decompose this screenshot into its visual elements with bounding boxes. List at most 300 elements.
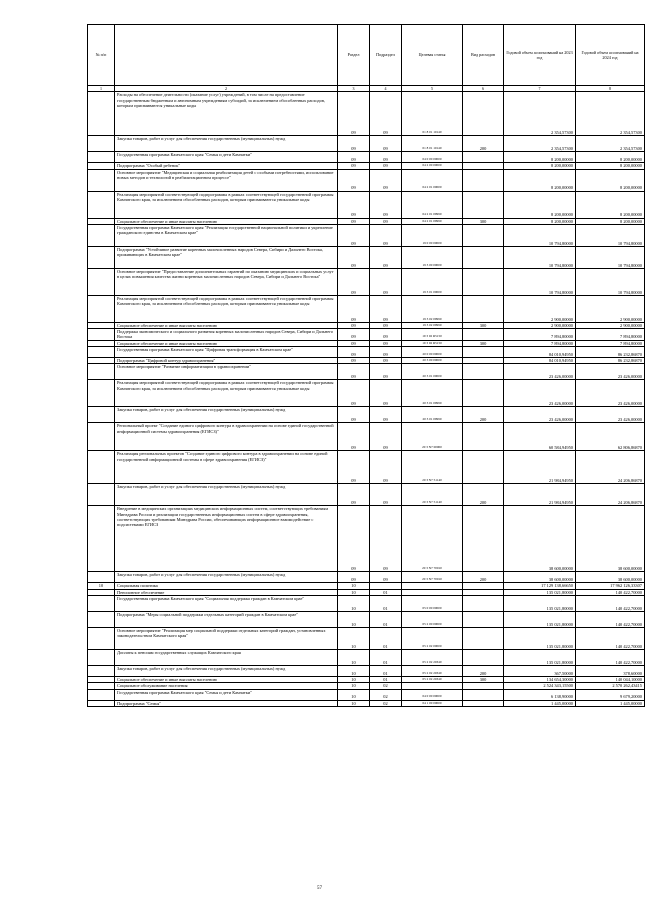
row-number bbox=[88, 484, 115, 506]
row-name: Реализация мероприятий соответствующей подпрограммы в рамках соответствующей государственной программы Камчатского края, за исключением обособленных расходов, которым присваиваются уникальные коды bbox=[115, 380, 338, 407]
row-amount-2023: 10 794,80000 bbox=[504, 224, 576, 246]
row-expense-type bbox=[463, 295, 504, 322]
row-amount-2024: 2 570 262,43415 bbox=[576, 683, 645, 689]
row-target-article: 19 0 00 00000 bbox=[402, 224, 463, 246]
row-target-article: 20 3 N7 70010 bbox=[402, 506, 463, 572]
table-row bbox=[88, 700, 645, 706]
row-number bbox=[88, 136, 115, 152]
header-row bbox=[88, 25, 645, 86]
row-number bbox=[88, 595, 115, 611]
row-amount-2024: 2 354,57300 bbox=[576, 92, 645, 136]
row-name: Подпрограмма "Меры социальной поддержки отдельных категорий граждан в Камчатском крае" bbox=[115, 611, 338, 627]
row-podrazdel: 09 bbox=[370, 484, 402, 506]
row-target-article: 19 3 00 00000 bbox=[402, 246, 463, 268]
row-podrazdel: 09 bbox=[370, 92, 402, 136]
row-expense-type: 200 bbox=[463, 407, 504, 423]
row-podrazdel: 01 bbox=[370, 589, 402, 595]
row-podrazdel: 09 bbox=[370, 423, 402, 451]
row-target-article: 05 2 00 00000 bbox=[402, 611, 463, 627]
row-expense-type bbox=[463, 329, 504, 341]
table-row bbox=[88, 380, 645, 407]
row-amount-2023: 17 129 138,66650 bbox=[504, 583, 576, 589]
row-amount-2024: 140 422,70000 bbox=[576, 611, 645, 627]
row-podrazdel: 02 bbox=[370, 683, 402, 689]
colnum: 8 bbox=[576, 86, 645, 92]
row-name: Подпрограмма "Устойчивое развитие коренных малочисленных народов Севера, Сибири и Дальнего Востока, проживающих в Камчатском крае" bbox=[115, 246, 338, 268]
row-name: Социальное обслуживание населения bbox=[115, 683, 338, 689]
row-number bbox=[88, 347, 115, 358]
table-row bbox=[88, 451, 645, 484]
row-number bbox=[88, 506, 115, 572]
row-amount-2023: 2 900,00000 bbox=[504, 322, 576, 328]
row-expense-type bbox=[463, 700, 504, 706]
row-expense-type bbox=[463, 347, 504, 358]
row-podrazdel: 09 bbox=[370, 340, 402, 346]
row-amount-2024: 24 206,86870 bbox=[576, 451, 645, 484]
row-name: Подпрограмма "Особый ребенок" bbox=[115, 163, 338, 169]
row-target-article: 20 3 01 09990 bbox=[402, 380, 463, 407]
row-amount-2024: 8 200,00000 bbox=[576, 218, 645, 224]
row-name: Закупка товаров, работ и услуг для обеспечения государственных (муниципальных) нужд bbox=[115, 407, 338, 423]
row-amount-2024: 10 794,80000 bbox=[576, 246, 645, 268]
row-name: Внедрение в медицинских организациях медицинских информационных систем, соответствующих требованиям Минздрава России и реализации государственных информационных систем в сфере здравоохранения, соответствующих требованиям Минздрава России, обеспечивающих информационное взаимодействие с подсистемами ЕГИСЗ bbox=[115, 506, 338, 572]
row-amount-2024: 140 422,70000 bbox=[576, 649, 645, 665]
row-target-article: 19 3 02 R5150 bbox=[402, 329, 463, 341]
row-amount-2023: 2 354,57300 bbox=[504, 92, 576, 136]
row-target-article: 05 2 02 20340 bbox=[402, 665, 463, 676]
table-row bbox=[88, 295, 645, 322]
row-razdel: 09 bbox=[338, 380, 370, 407]
table-row bbox=[88, 484, 645, 506]
row-razdel: 10 bbox=[338, 683, 370, 689]
row-target-article: 04 0 00 00000 bbox=[402, 152, 463, 163]
row-number bbox=[88, 169, 115, 191]
row-razdel: 09 bbox=[338, 169, 370, 191]
row-podrazdel: 09 bbox=[370, 218, 402, 224]
row-razdel: 09 bbox=[338, 484, 370, 506]
row-expense-type bbox=[463, 169, 504, 191]
row-expense-type bbox=[463, 191, 504, 218]
row-razdel: 10 bbox=[338, 700, 370, 706]
row-expense-type: 200 bbox=[463, 484, 504, 506]
header-2024: Годовой объем ассигнований на 2024 год bbox=[576, 25, 645, 86]
row-target-article: 20 3 N7 51140 bbox=[402, 484, 463, 506]
table-row bbox=[88, 649, 645, 665]
row-name: Пенсионное обеспечение bbox=[115, 589, 338, 595]
row-expense-type bbox=[463, 92, 504, 136]
row-number bbox=[88, 572, 115, 583]
row-podrazdel: 02 bbox=[370, 700, 402, 706]
table-row bbox=[88, 665, 645, 676]
row-amount-2023: 8 200,00000 bbox=[504, 218, 576, 224]
row-amount-2023: 135 021,80000 bbox=[504, 649, 576, 665]
row-number bbox=[88, 649, 115, 665]
row-name: Основное мероприятие "Реализация мер социальной поддержки отдельных категорий граждан, установленных законодательством Камчатского края" bbox=[115, 627, 338, 649]
row-name: Подпрограмма "Цифровой контур здравоохранения" bbox=[115, 358, 338, 364]
row-target-article: 05 2 02 20340 bbox=[402, 676, 463, 682]
row-expense-type bbox=[463, 152, 504, 163]
row-expense-type bbox=[463, 423, 504, 451]
row-amount-2024: 62 806,86870 bbox=[576, 423, 645, 451]
row-amount-2023: 23 426,00000 bbox=[504, 364, 576, 380]
header-2023: Годовой объем ассигнований на 2023 год bbox=[504, 25, 576, 86]
row-target-article: 04 0 00 00000 bbox=[402, 689, 463, 700]
row-amount-2023: 7 894,80000 bbox=[504, 340, 576, 346]
row-razdel: 09 bbox=[338, 329, 370, 341]
row-podrazdel: 09 bbox=[370, 268, 402, 295]
colnum: 6 bbox=[463, 86, 504, 92]
row-number bbox=[88, 689, 115, 700]
row-name: Поддержка экономического и социального развития коренных малочисленных народов Севера, Сибири и Дальнего Востока bbox=[115, 329, 338, 341]
row-amount-2024: 7 894,80000 bbox=[576, 340, 645, 346]
row-amount-2024: 140 422,70000 bbox=[576, 595, 645, 611]
header-target-article: Целевая статья bbox=[402, 25, 463, 86]
row-amount-2024: 8 200,00000 bbox=[576, 163, 645, 169]
row-razdel: 10 bbox=[338, 665, 370, 676]
row-amount-2023: 10 794,80000 bbox=[504, 246, 576, 268]
row-expense-type: 200 bbox=[463, 665, 504, 676]
row-amount-2023: 135 021,80000 bbox=[504, 589, 576, 595]
row-name: Закупка товаров, работ и услуг для обеспечения государственных (муниципальных) нужд bbox=[115, 136, 338, 152]
row-podrazdel: 01 bbox=[370, 676, 402, 682]
row-target-article: 19 3 02 R5150 bbox=[402, 340, 463, 346]
row-amount-2024: 86 232,86870 bbox=[576, 347, 645, 358]
row-amount-2024: 23 426,00000 bbox=[576, 407, 645, 423]
row-amount-2024: 24 206,86870 bbox=[576, 484, 645, 506]
row-number: 10 bbox=[88, 583, 115, 589]
header-num: № п/п bbox=[88, 25, 115, 86]
row-amount-2023: 1 445,00000 bbox=[504, 700, 576, 706]
row-amount-2023: 23 426,00000 bbox=[504, 407, 576, 423]
table-row bbox=[88, 246, 645, 268]
row-razdel: 09 bbox=[338, 218, 370, 224]
row-amount-2023: 84 010,94950 bbox=[504, 358, 576, 364]
row-name: Государственная программа Камчатского края "Социальная поддержка граждан в Камчатском крае" bbox=[115, 595, 338, 611]
row-target-article: 20 3 01 09990 bbox=[402, 407, 463, 423]
row-number bbox=[88, 407, 115, 423]
row-name: Доплаты к пенсиям государственных служащих Камчатского края bbox=[115, 649, 338, 665]
colnum: 5 bbox=[402, 86, 463, 92]
row-number bbox=[88, 295, 115, 322]
row-amount-2023: 7 894,80000 bbox=[504, 329, 576, 341]
row-target-article: 05 0 00 00000 bbox=[402, 595, 463, 611]
row-podrazdel: 01 bbox=[370, 595, 402, 611]
row-number bbox=[88, 627, 115, 649]
row-podrazdel: 09 bbox=[370, 224, 402, 246]
row-amount-2023: 60 584,94950 bbox=[504, 423, 576, 451]
row-razdel: 09 bbox=[338, 423, 370, 451]
row-expense-type bbox=[463, 649, 504, 665]
row-name: Реализация мероприятий соответствующей подпрограммы в рамках соответствующей государственной программы Камчатского края, за исключением обособленных расходов, которым присваиваются уникальные коды bbox=[115, 295, 338, 322]
row-podrazdel: 09 bbox=[370, 572, 402, 583]
row-target-article: 01 8 01 10140 bbox=[402, 92, 463, 136]
row-name: Подпрограмма "Семья" bbox=[115, 700, 338, 706]
row-amount-2024: 86 232,86870 bbox=[576, 358, 645, 364]
row-expense-type bbox=[463, 611, 504, 627]
row-podrazdel: 09 bbox=[370, 506, 402, 572]
row-amount-2023: 84 010,94950 bbox=[504, 347, 576, 358]
row-number bbox=[88, 246, 115, 268]
row-target-article: 19 3 01 00000 bbox=[402, 268, 463, 295]
row-amount-2023: 135 021,80000 bbox=[504, 595, 576, 611]
row-podrazdel: 09 bbox=[370, 191, 402, 218]
row-amount-2024: 8 200,00000 bbox=[576, 152, 645, 163]
row-target-article: 20 0 00 00000 bbox=[402, 347, 463, 358]
row-number bbox=[88, 700, 115, 706]
row-target-article: 04 2 01 00000 bbox=[402, 169, 463, 191]
row-amount-2023: 2 900,00000 bbox=[504, 295, 576, 322]
row-podrazdel: 01 bbox=[370, 611, 402, 627]
row-name: Государственная программа Камчатского края "Семья и дети Камчатки" bbox=[115, 152, 338, 163]
row-expense-type bbox=[463, 224, 504, 246]
row-target-article: 05 2 02 00000 bbox=[402, 627, 463, 649]
row-number bbox=[88, 423, 115, 451]
header-podrazdel: Подраздел bbox=[370, 25, 402, 86]
row-target-article: 04 1 00 00000 bbox=[402, 700, 463, 706]
row-expense-type bbox=[463, 268, 504, 295]
row-expense-type: 300 bbox=[463, 340, 504, 346]
row-podrazdel: 09 bbox=[370, 136, 402, 152]
table-row bbox=[88, 407, 645, 423]
colnum: 2 bbox=[115, 86, 338, 92]
row-razdel: 10 bbox=[338, 627, 370, 649]
table-row bbox=[88, 611, 645, 627]
row-amount-2024: 140 422,70000 bbox=[576, 627, 645, 649]
row-podrazdel: 09 bbox=[370, 163, 402, 169]
row-razdel: 09 bbox=[338, 347, 370, 358]
row-amount-2023: 8 200,00000 bbox=[504, 152, 576, 163]
row-name: Социальная политика bbox=[115, 583, 338, 589]
row-amount-2024: 23 426,00000 bbox=[576, 380, 645, 407]
row-number bbox=[88, 611, 115, 627]
table-row bbox=[88, 572, 645, 583]
row-amount-2024: 38 600,00000 bbox=[576, 572, 645, 583]
row-amount-2023: 134 654,30000 bbox=[504, 676, 576, 682]
row-podrazdel: 02 bbox=[370, 689, 402, 700]
row-razdel: 09 bbox=[338, 163, 370, 169]
table-row bbox=[88, 506, 645, 572]
row-expense-type bbox=[463, 595, 504, 611]
row-razdel: 09 bbox=[338, 92, 370, 136]
row-razdel: 10 bbox=[338, 676, 370, 682]
row-razdel: 09 bbox=[338, 572, 370, 583]
row-amount-2024: 8 200,00000 bbox=[576, 191, 645, 218]
row-podrazdel: 09 bbox=[370, 347, 402, 358]
row-razdel: 09 bbox=[338, 451, 370, 484]
row-amount-2024: 140 422,70000 bbox=[576, 589, 645, 595]
budget-table bbox=[87, 24, 645, 707]
row-podrazdel: 09 bbox=[370, 169, 402, 191]
row-target-article: 20 3 01 00000 bbox=[402, 364, 463, 380]
row-razdel: 09 bbox=[338, 407, 370, 423]
header-expense-type: Вид расходов bbox=[463, 25, 504, 86]
row-name: Социальное обеспечение и иные выплаты населению bbox=[115, 676, 338, 682]
row-amount-2024: 2 354,57300 bbox=[576, 136, 645, 152]
row-razdel: 09 bbox=[338, 152, 370, 163]
row-razdel: 09 bbox=[338, 136, 370, 152]
row-podrazdel: 09 bbox=[370, 329, 402, 341]
row-name: Социальное обеспечение и иные выплаты населению bbox=[115, 322, 338, 328]
row-number bbox=[88, 191, 115, 218]
row-name: Закупка товаров, работ и услуг для обеспечения государственных (муниципальных) нужд bbox=[115, 484, 338, 506]
colnum: 4 bbox=[370, 86, 402, 92]
row-target-article: 04 2 01 09990 bbox=[402, 218, 463, 224]
row-amount-2023: 135 021,80000 bbox=[504, 627, 576, 649]
row-razdel: 09 bbox=[338, 191, 370, 218]
row-expense-type bbox=[463, 506, 504, 572]
table-row bbox=[88, 152, 645, 163]
row-razdel: 09 bbox=[338, 358, 370, 364]
row-target-article: 20 3 N7 70010 bbox=[402, 572, 463, 583]
row-razdel: 09 bbox=[338, 340, 370, 346]
row-name: Государственная программа Камчатского края "Реализация государственной национальной политики и укрепление гражданского единства в Камчатском крае" bbox=[115, 224, 338, 246]
row-target-article: 19 3 02 09990 bbox=[402, 322, 463, 328]
row-amount-2023: 8 200,00000 bbox=[504, 163, 576, 169]
row-name: Государственная программа Камчатского края "Цифровая трансформация в Камчатском крае" bbox=[115, 347, 338, 358]
row-amount-2023: 21 984,94950 bbox=[504, 451, 576, 484]
row-razdel: 09 bbox=[338, 322, 370, 328]
row-podrazdel: 01 bbox=[370, 649, 402, 665]
row-number bbox=[88, 268, 115, 295]
row-expense-type bbox=[463, 246, 504, 268]
row-podrazdel: 09 bbox=[370, 380, 402, 407]
row-target-article: 20 3 00 00000 bbox=[402, 358, 463, 364]
row-name: Закупка товаров, работ и услуг для обеспечения государственных (муниципальных) нужд bbox=[115, 572, 338, 583]
row-expense-type bbox=[463, 689, 504, 700]
row-target-article: 05 2 02 20340 bbox=[402, 649, 463, 665]
row-razdel: 10 bbox=[338, 595, 370, 611]
row-target-article: 20 3 N7 51140 bbox=[402, 451, 463, 484]
row-number bbox=[88, 329, 115, 341]
row-amount-2024: 38 600,00000 bbox=[576, 506, 645, 572]
row-amount-2023: 38 600,00000 bbox=[504, 506, 576, 572]
row-amount-2023: 21 984,94950 bbox=[504, 484, 576, 506]
row-target-article: 01 8 01 10140 bbox=[402, 136, 463, 152]
table-row bbox=[88, 689, 645, 700]
row-amount-2024: 2 900,00000 bbox=[576, 322, 645, 328]
row-number bbox=[88, 224, 115, 246]
row-target-article: 04 2 00 00000 bbox=[402, 163, 463, 169]
page-number: 57 bbox=[317, 886, 322, 891]
row-name: Региональный проект "Создание единого цифрового контура в здравоохранении на основе единой государственной информационной системы здравоохранения (ЕГИСЗ)" bbox=[115, 423, 338, 451]
row-target-article: 04 2 01 09990 bbox=[402, 191, 463, 218]
row-number bbox=[88, 451, 115, 484]
table-row bbox=[88, 268, 645, 295]
row-podrazdel: 09 bbox=[370, 246, 402, 268]
row-amount-2023: 10 794,80000 bbox=[504, 268, 576, 295]
table-row bbox=[88, 169, 645, 191]
row-razdel: 10 bbox=[338, 611, 370, 627]
row-amount-2024: 378,60000 bbox=[576, 665, 645, 676]
colnum: 1 bbox=[88, 86, 115, 92]
row-razdel: 10 bbox=[338, 589, 370, 595]
table-body bbox=[88, 92, 645, 707]
header-name bbox=[115, 25, 338, 86]
table-row bbox=[88, 329, 645, 341]
row-name: Социальное обеспечение и иные выплаты населению bbox=[115, 218, 338, 224]
row-number bbox=[88, 152, 115, 163]
row-expense-type bbox=[463, 451, 504, 484]
row-target-article: 20 3 N7 00000 bbox=[402, 423, 463, 451]
row-expense-type bbox=[463, 380, 504, 407]
row-razdel: 09 bbox=[338, 364, 370, 380]
row-expense-type: 300 bbox=[463, 218, 504, 224]
row-amount-2023: 38 600,00000 bbox=[504, 572, 576, 583]
row-razdel: 09 bbox=[338, 506, 370, 572]
table-row bbox=[88, 191, 645, 218]
row-amount-2023: 2 524 343,15500 bbox=[504, 683, 576, 689]
row-amount-2024: 7 894,80000 bbox=[576, 329, 645, 341]
row-amount-2024: 17 962 126,33307 bbox=[576, 583, 645, 589]
row-name: Основное мероприятие "Предоставление дополнительных гарантий по оказанию медицинских и социальных услуг в целях повышения качества жизни коренных малочисленных народов Севера, Сибири и Дальнего Востока" bbox=[115, 268, 338, 295]
colnum: 7 bbox=[504, 86, 576, 92]
row-name: Реализация региональных проектов "Создание единого цифрового контура в здравоохранении на основе единой государственной информационной системы в сфере здравоохранения (ЕГИСЗ)" bbox=[115, 451, 338, 484]
row-amount-2023: 6 138,90000 bbox=[504, 689, 576, 700]
row-name: Социальное обеспечение и иные выплаты населению bbox=[115, 340, 338, 346]
row-amount-2023: 8 200,00000 bbox=[504, 169, 576, 191]
row-podrazdel: 09 bbox=[370, 322, 402, 328]
row-razdel: 09 bbox=[338, 295, 370, 322]
row-number bbox=[88, 665, 115, 676]
row-amount-2023: 135 021,80000 bbox=[504, 611, 576, 627]
row-amount-2023: 8 200,00000 bbox=[504, 191, 576, 218]
row-razdel: 10 bbox=[338, 583, 370, 589]
row-amount-2024: 23 426,00000 bbox=[576, 364, 645, 380]
row-amount-2024: 140 044,10000 bbox=[576, 676, 645, 682]
row-expense-type bbox=[463, 364, 504, 380]
row-podrazdel: 09 bbox=[370, 407, 402, 423]
row-name: Расходы на обеспечение деятельности (оказание услуг) учреждений, в том числе на предоставление государственным бюджетным и автономным учреждениям субсидий, за исключением обособленных расходов, которым присваиваются уникальные коды bbox=[115, 92, 338, 136]
table-row bbox=[88, 347, 645, 358]
table-row bbox=[88, 364, 645, 380]
table-row bbox=[88, 136, 645, 152]
header-razdel: Раздел bbox=[338, 25, 370, 86]
row-name: Закупка товаров, работ и услуг для обеспечения государственных (муниципальных) нужд bbox=[115, 665, 338, 676]
table-row bbox=[88, 595, 645, 611]
row-podrazdel: 09 bbox=[370, 364, 402, 380]
row-amount-2024: 10 794,80000 bbox=[576, 268, 645, 295]
row-podrazdel: 09 bbox=[370, 358, 402, 364]
row-name: Основное мероприятие "Развитие информатизации в здравоохранении" bbox=[115, 364, 338, 380]
row-number bbox=[88, 380, 115, 407]
row-expense-type: 200 bbox=[463, 136, 504, 152]
table-row bbox=[88, 423, 645, 451]
row-target-article: 19 3 02 09990 bbox=[402, 295, 463, 322]
table-row bbox=[88, 224, 645, 246]
row-amount-2024: 8 200,00000 bbox=[576, 169, 645, 191]
row-razdel: 09 bbox=[338, 268, 370, 295]
row-razdel: 09 bbox=[338, 246, 370, 268]
row-amount-2023: 367,50000 bbox=[504, 665, 576, 676]
row-razdel: 10 bbox=[338, 649, 370, 665]
row-podrazdel: 09 bbox=[370, 152, 402, 163]
row-name: Основное мероприятие "Медицинская и социальная реабилитация детей с особыми потребностями, использование новых методов и технологий в реабилитационном процессе" bbox=[115, 169, 338, 191]
row-number bbox=[88, 92, 115, 136]
row-amount-2023: 2 354,57300 bbox=[504, 136, 576, 152]
row-amount-2024: 2 900,00000 bbox=[576, 295, 645, 322]
row-podrazdel: 01 bbox=[370, 665, 402, 676]
row-expense-type: 200 bbox=[463, 572, 504, 583]
row-razdel: 10 bbox=[338, 689, 370, 700]
row-amount-2024: 1 445,00000 bbox=[576, 700, 645, 706]
row-name: Реализация мероприятий соответствующей подпрограммы в рамках соответствующей государственной программы Камчатского края, за исключением обособленных расходов, которым присваиваются уникальные коды bbox=[115, 191, 338, 218]
row-podrazdel: 09 bbox=[370, 451, 402, 484]
row-name: Государственная программа Камчатского края "Семья и дети Камчатки" bbox=[115, 689, 338, 700]
table-row bbox=[88, 92, 645, 136]
row-number bbox=[88, 364, 115, 380]
row-amount-2024: 10 794,80000 bbox=[576, 224, 645, 246]
row-expense-type: 300 bbox=[463, 676, 504, 682]
